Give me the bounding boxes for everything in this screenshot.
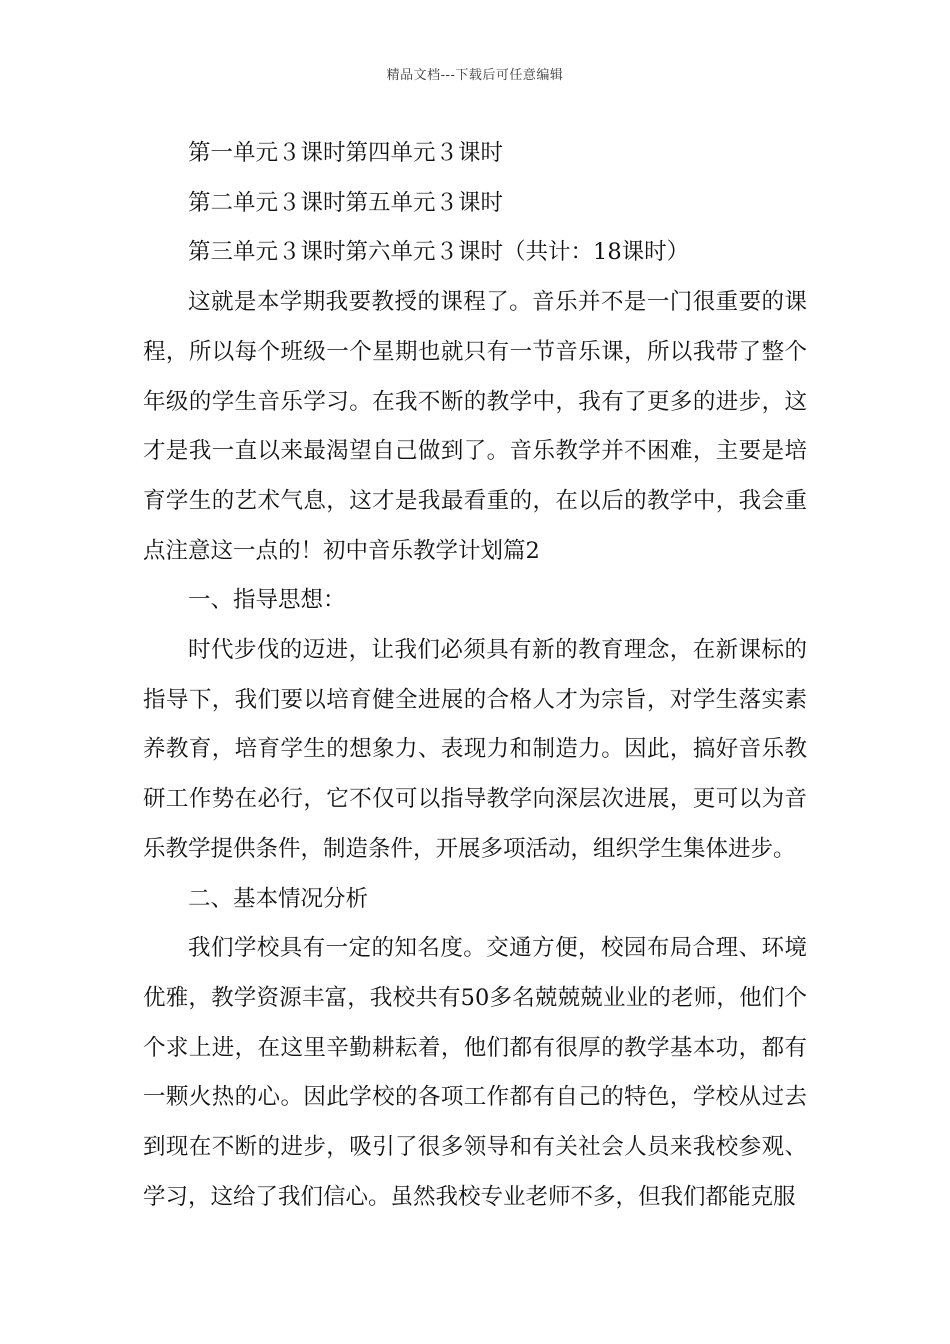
paragraph-guiding-ideology: 时代步伐的迈进，让我们必须具有新的教育理念，在新课标的指导下，我们要以培育健全进展的合格人才为宗旨，对学生落实素养教育，培育学生的想象力、表现力和制造力。因此，搞好音乐教研工作势在必行，它不仅可以指导教学向深层次进展，更可以为音乐教学提供条件，制造条件，开展多项活动，组织学生集体进步。	[143, 637, 807, 862]
schedule-line-2: 第二单元３课时第五单元３课时	[188, 189, 504, 216]
section-heading-guiding-ideology: 一、指导思想：	[188, 587, 346, 614]
document-body	[143, 129, 807, 1222]
section-heading-situation-analysis: 二、基本情况分析	[188, 885, 369, 912]
schedule-line-1: 第一单元３课时第四单元３课时	[188, 140, 504, 166]
paragraph-situation-analysis: 我们学校具有一定的知名度。交通方便，校园布局合理、环境优雅，教学资源丰富，我校共有50多名兢兢兢业业的老师，他们个个求上进，在这里辛勤耕耘着，他们都有很厚的教学基本功，都有一颗火热的心。因此学校的各项工作都有自己的特色，学校从过去到现在不断的进步，吸引了很多领导和有关社会人员来我校参观、学习，这给了我们信心。虽然我校专业老师不多，但我们都能克服	[143, 935, 807, 1210]
schedule-line-3: 第三单元３课时第六单元３课时（共计：18课时）	[188, 239, 690, 266]
page-header: 精品文档---下载后可任意编辑	[386, 68, 564, 83]
paragraph-course-summary: 这就是本学期我要教授的课程了。音乐并不是一门很重要的课程，所以每个班级一个星期也就只有一节音乐课，所以我带了整个年级的学生音乐学习。在我不断的教学中，我有了更多的进步，这才是我一直以来最渴望自己做到了。音乐教学并不困难，主要是培育学生的艺术气息，这才是我最看重的，在以后的教学中，我会重点注意这一点的！初中音乐教学计划篇2	[143, 289, 807, 564]
